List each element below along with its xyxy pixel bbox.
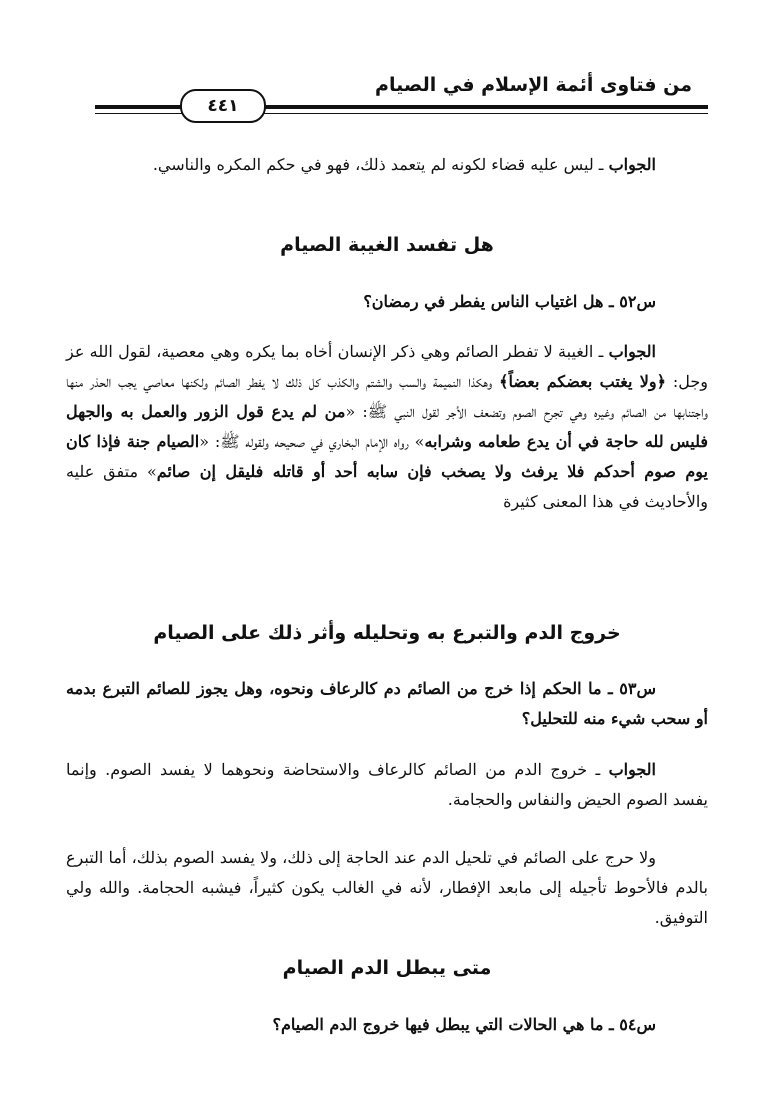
answer-text: » متفق عليه والأحاديث في هذا المعنى كثيرة	[66, 462, 708, 511]
answer-label: الجواب	[608, 342, 656, 361]
header-rule-left-thick	[95, 105, 185, 109]
question-53: س٥٣ ـ ما الحكم إذا خرج من الصائم دم كالرعاف ونحوه، وهل يجوز للصائم التبرع بدمه أو سحب شيء منه للتحليل؟	[66, 679, 708, 728]
page-number: ٤٤١	[180, 89, 266, 123]
header-rule-right-thick	[258, 105, 708, 109]
section-heading: متى يبطل الدم الصيام	[282, 957, 492, 979]
header-rule-left-thin	[95, 113, 185, 114]
question-54: س٥٤ ـ ما هي الحالات التي يبطل فيها خروج الدم الصيام؟	[272, 1015, 656, 1034]
answer-53	[66, 755, 708, 815]
question-52: س٥٢ ـ هل اغتياب الناس يفطر في رمضان؟	[363, 292, 656, 311]
running-title: من فتاوى أئمة الإسلام في الصيام	[375, 74, 692, 96]
answer-paragraph	[66, 150, 708, 180]
answer-label: الجواب	[608, 760, 656, 779]
section-heading: خروج الدم والتبرع به وتحليله وأثر ذلك على الصيام	[153, 622, 621, 644]
header-rule-right-thin	[258, 113, 708, 114]
section-heading: هل تفسد الغيبة الصيام	[280, 234, 494, 256]
hadith-quote: من لم يدع قول الزور والعمل به والجهل فليس لله حاجة في أن يدع طعامه وشرابه	[66, 402, 709, 451]
quran-verse: ﴿ولا يغتب بعضكم بعضاً﴾	[499, 372, 666, 391]
answer-text: ـ الغيبة لا تفطر الصائم وهي ذكر الإنسان أخاه بما يكره وهي معصية، لقول الله عز وجل:	[66, 342, 709, 391]
answer-text: وهكذا النميمة والسب والشتم والكذب كل ذلك لا يفطر الصائم ولكنها معاصي يجب الحذر منها واجتنابها من الصائم وغيره وهي تجرح الصوم وتضعف الأجر لقول النبي ﷺ: «	[66, 372, 708, 421]
answer-label: الجواب	[608, 155, 656, 174]
hadith-quote: الصيام جنة فإذا كان يوم صوم أحدكم فلا يرفث ولا يصخب فإن سابه أحد أو قاتله فليقل إن صائم	[66, 432, 708, 481]
answer-text: ـ ليس عليه قضاء لكونه لم يتعمد ذلك، فهو في حكم المكره والناسي.	[152, 155, 609, 174]
answer-text: » رواه الإمام البخاري في صحيحه ولقوله ﷺ: «	[199, 432, 425, 451]
paragraph: ولا حرج على الصائم في تلحيل الدم عند الحاجة إلى ذلك، ولا يفسد الصوم بذلك، أما التبرع بالدم فالأحوط تأجيله إلى مابعد الإفطار، لأنه في الغالب يكون كثيراً، فيشبه الحجامة. والله ولي التوفيق.	[66, 848, 708, 927]
answer-text: ـ خروج الدم من الصائم كالرعاف والاستحاضة ونحوهما لا يفسد الصوم. وإنما يفسد الصوم الحيض والنفاس والحجامة.	[66, 760, 708, 809]
answer-52	[66, 337, 708, 517]
